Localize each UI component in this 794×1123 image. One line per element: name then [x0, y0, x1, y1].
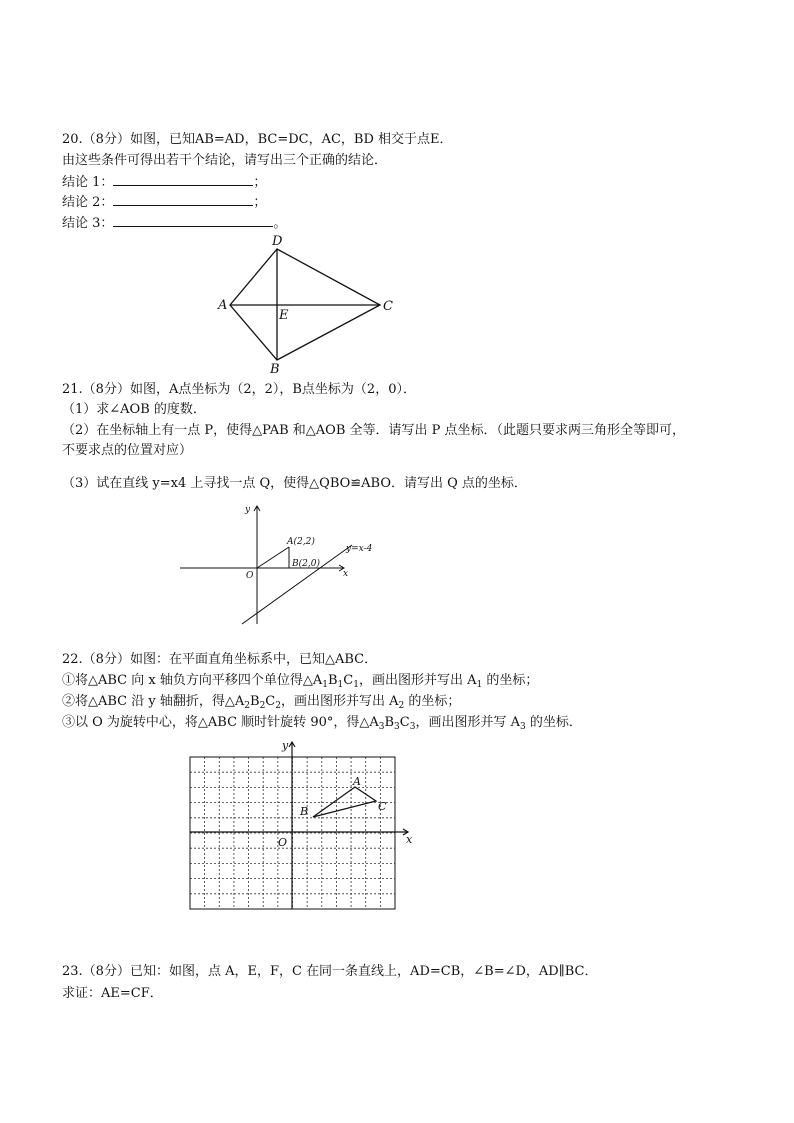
y-axis-label: y	[245, 505, 251, 515]
q22-step-1: ①将△ABC 向 x 轴负方向平移四个单位得$\triangle A_1B_1C_1$，画出图形并写出 $A_1$ 的坐标；	[62, 673, 539, 690]
x-axis-label: x	[343, 569, 349, 579]
q22-step-3: ③以 O 为旋转中心，将△ABC 顺时针旋转 90°，得$\triangle A_3B_3C_3$，画出图形并写 $A_3$ 的坐标．	[62, 715, 582, 732]
conclusion-2-end: ；	[253, 195, 267, 210]
q23-title: 23.（8分）已知：如图，点 A，E，F，C 在同一条直线上，AD=CB，∠B=∠D，AD∥BC．	[62, 964, 598, 979]
conclusion-3-end: 。	[273, 216, 287, 231]
conclusion-1-end: ；	[253, 175, 267, 190]
q21-part-2-cont: 不要求点的位置对应）	[62, 443, 193, 458]
label-e: E	[279, 308, 289, 323]
grid-point-b: B	[300, 805, 309, 818]
line-label: y=x-4	[346, 544, 373, 554]
point-a-label: A(2,2)	[287, 537, 315, 547]
grid-x-label: x	[406, 833, 413, 846]
q20-title: 20.（8分）如图，已知AB=AD，BC=DC，AC，BD 相交于点E．	[62, 132, 453, 147]
q21-title: 21.（8分）如图，A点坐标为（2，2），B点坐标为（2，0）．	[62, 382, 416, 397]
grid-y-label: y	[282, 739, 289, 752]
conclusion-2-label: 结论 2：	[62, 195, 114, 210]
q22-step-2: ②将△ABC 沿 y 轴翻折，得$\triangle A_2B_2C_2$，画出图形并写出 $A_2$ 的坐标；	[62, 694, 461, 711]
triangle-abc	[313, 787, 376, 817]
q21-part-1: （1）求∠AOB 的度数．	[62, 402, 206, 417]
grid-origin-label: O	[278, 836, 288, 849]
label-a: A	[218, 298, 228, 313]
conclusion-3-label: 结论 3：	[62, 216, 114, 231]
grid-point-a: A	[353, 775, 361, 788]
label-d: D	[272, 234, 283, 249]
label-c: C	[383, 299, 393, 314]
q22-title: 22.（8分）如图：在平面直角坐标系中，已知△ABC．	[62, 652, 378, 667]
conclusion-1-label: 结论 1：	[62, 175, 114, 190]
label-b: B	[270, 362, 280, 377]
grid-point-c: C	[378, 800, 387, 813]
q23-prove: 求证：AE=CF．	[62, 986, 163, 1001]
origin-label: O	[246, 571, 254, 581]
point-b-label: B(2,0)	[292, 559, 320, 569]
q21-part-2: （2）在坐标轴上有一点 P，使得△PAB 和△AOB 全等．请写出 P 点坐标．（此题只要求两三角形全等即可，	[62, 423, 686, 438]
q21-part-3: （3）试在直线 y=x4 上寻找一点 Q，使得△QBO≌ABO．请写出 Q 点的坐标．	[62, 476, 527, 491]
q20-instruction: 由这些条件可得出若干个结论，请写出三个正确的结论．	[62, 153, 388, 168]
